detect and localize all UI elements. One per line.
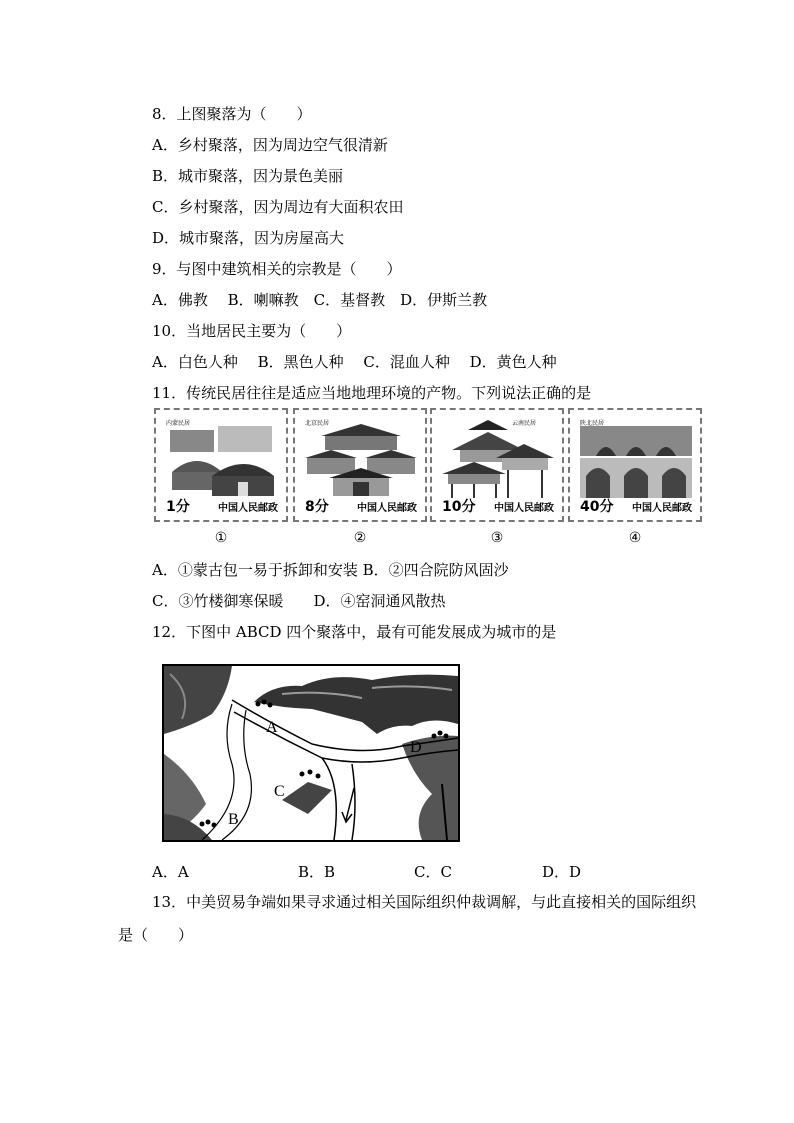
settlement-label-c: C xyxy=(274,783,285,800)
settlement-label-a: A xyxy=(266,719,278,736)
stamp-2-value: 8分 xyxy=(305,499,329,515)
stamp-yunnan xyxy=(430,408,564,522)
stamp-4-post: 中国人民邮政 xyxy=(632,503,692,514)
settlement-map xyxy=(162,664,460,842)
q10-stem: 10．当地居民主要为（ ） xyxy=(152,322,352,340)
stamp-3-value: 10分 xyxy=(442,499,476,515)
stamp-3-number: ③ xyxy=(490,530,504,546)
stamp-inner-mongolia xyxy=(154,408,288,522)
stamp-2-tag: 北京民居 xyxy=(305,420,330,427)
bamboo-house-illustration xyxy=(438,416,558,500)
stamp-1-post: 中国人民邮政 xyxy=(218,503,278,514)
settlement-label-b: B xyxy=(228,811,239,828)
stamp-beijing xyxy=(293,408,427,522)
stamp-figure xyxy=(152,408,712,548)
q10-options: A．白色人种 B．黑色人种 C．混血人种 D．黄色人种 xyxy=(152,353,557,371)
stamp-1-number: ① xyxy=(214,530,228,546)
q12-option-a: A．A xyxy=(152,863,189,881)
q8-stem: 8．上图聚落为（ ） xyxy=(152,105,312,123)
stamp-4-number: ④ xyxy=(628,530,642,546)
settlement-label-d: D xyxy=(410,739,422,756)
q11-options-cd: C．③竹楼御寒保暖 D．④窑洞通风散热 xyxy=(152,592,446,610)
q9-stem: 9．与图中建筑相关的宗教是（ ） xyxy=(152,260,402,278)
q8-option-c: C．乡村聚落，因为周边有大面积农田 xyxy=(152,198,404,216)
q8-option-d: D．城市聚落，因为房屋高大 xyxy=(152,229,345,247)
q12-option-d: D．D xyxy=(542,863,582,881)
stamp-1-tag: 内蒙民居 xyxy=(166,420,191,427)
q8-option-a: A．乡村聚落，因为周边空气很清新 xyxy=(152,136,388,154)
stamp-2-number: ② xyxy=(353,530,367,546)
q13-stem: 13．中美贸易争端如果寻求通过相关国际组织仲裁调解，与此直接相关的国际组织是（ ） xyxy=(118,893,697,944)
q12-option-c: C．C xyxy=(414,863,452,881)
stamp-1-value: 1分 xyxy=(166,499,190,515)
q9-options: A．佛教 B．喇嘛教 C．基督教 D．伊斯兰教 xyxy=(152,291,488,309)
stamp-3-post: 中国人民邮政 xyxy=(494,503,554,514)
stamp-4-value: 40分 xyxy=(580,499,614,515)
cave-dwelling-illustration xyxy=(576,416,696,500)
yurt-illustration xyxy=(162,416,282,500)
stamp-shaanbei xyxy=(568,408,702,522)
q12-option-b: B．B xyxy=(298,863,336,881)
courtyard-illustration xyxy=(301,416,421,500)
q8-option-b: B．城市聚落，因为景色美丽 xyxy=(152,167,344,185)
q11-options-ab: A．①蒙古包一易于拆卸和安装 B．②四合院防风固沙 xyxy=(152,561,509,579)
q12-stem: 12．下图中 ABCD 四个聚落中，最有可能发展成为城市的是 xyxy=(152,623,557,641)
q11-stem: 11．传统民居往往是适应当地地理环境的产物。下列说法正确的是 xyxy=(152,384,592,402)
stamp-3-tag: 云南民居 xyxy=(512,420,537,427)
stamp-2-post: 中国人民邮政 xyxy=(357,503,417,514)
stamp-4-tag: 陕北民居 xyxy=(580,420,605,427)
